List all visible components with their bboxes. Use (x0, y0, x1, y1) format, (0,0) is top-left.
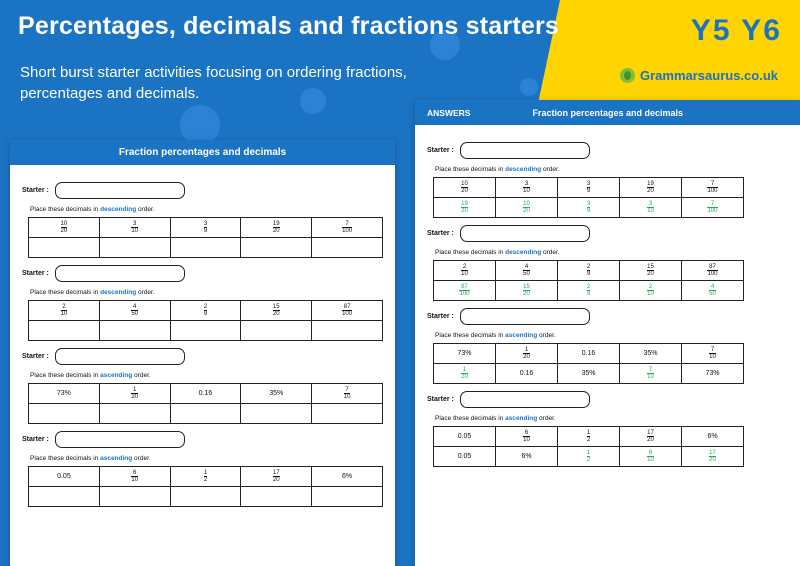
worksheet-title-right: Fraction percentages and decimals (532, 107, 683, 118)
fraction: $\frac{19}{20}$ (647, 180, 654, 194)
fraction: $\frac{87}{100}$ (459, 283, 470, 297)
instruction-emphasis: descending (100, 289, 137, 296)
fraction: $\frac{1}{2}$ (586, 429, 591, 443)
answer-cell (558, 281, 620, 301)
instruction-text: Place these decimals in descending order. (30, 206, 155, 213)
starter-row (427, 308, 788, 325)
table-cell (434, 178, 496, 198)
answer-cell (682, 447, 744, 467)
answer-cell (620, 281, 682, 301)
answer-input-cell[interactable] (312, 321, 383, 341)
starter-row (22, 182, 383, 199)
page-subtitle: Short burst starter activities focusing on ordering fractions, percentages and decimals. (20, 64, 407, 102)
table-cell (312, 384, 383, 404)
answer-input-cell[interactable] (99, 487, 170, 507)
dinosaur-logo-icon (620, 68, 635, 83)
answer-cell (496, 281, 558, 301)
fraction: $\frac{10}{20}$ (60, 220, 68, 234)
table-cell (99, 384, 170, 404)
starter-input[interactable] (460, 142, 590, 159)
instruction-emphasis: ascending (100, 455, 133, 462)
table-row (29, 218, 383, 238)
question-table (28, 466, 383, 507)
starter-input[interactable] (55, 348, 185, 365)
fraction: $\frac{7}{100}$ (342, 220, 353, 234)
table-cell (620, 427, 682, 447)
table-cell (620, 261, 682, 281)
starter-input[interactable] (55, 265, 185, 282)
answer-cell (558, 198, 620, 218)
fraction: $\frac{3}{10}$ (647, 200, 654, 214)
fraction: $\frac{2}{9}$ (586, 263, 591, 277)
page-fade (10, 560, 395, 566)
worksheet-body-left (10, 165, 395, 507)
fraction: $\frac{7}{100}$ (707, 180, 718, 194)
starter-row (22, 431, 383, 448)
worksheet-header-bar-left (10, 140, 395, 165)
instruction-text: Place these decimals in descending order. (435, 166, 560, 173)
starter-label: Starter : (427, 230, 454, 237)
worksheet-page-right (415, 100, 800, 566)
brand-logo (620, 68, 778, 83)
table-cell (558, 178, 620, 198)
question-table (28, 300, 383, 341)
fraction: $\frac{3}{10}$ (523, 180, 530, 194)
instruction-text: Place these decimals in descending order. (435, 249, 560, 256)
table-row (434, 427, 744, 447)
answer-input-cell[interactable] (29, 487, 100, 507)
instruction-emphasis: ascending (505, 415, 538, 422)
table-cell (620, 344, 682, 364)
fraction: $\frac{4}{50}$ (131, 303, 139, 317)
answer-cell (682, 198, 744, 218)
table-cell (99, 301, 170, 321)
table-cell (620, 178, 682, 198)
instruction-emphasis: descending (100, 206, 137, 213)
fraction: $\frac{87}{100}$ (707, 263, 718, 277)
starter-label: Starter : (22, 436, 49, 443)
answer-cell (496, 364, 558, 384)
fraction: $\frac{7}{10}$ (647, 366, 654, 380)
fraction: $\frac{17}{20}$ (647, 429, 654, 443)
answers-label: ANSWERS (427, 107, 471, 118)
answer-input-cell[interactable] (241, 404, 312, 424)
starter-input[interactable] (460, 225, 590, 242)
instruction-emphasis: ascending (100, 372, 133, 379)
value-text: 6% (342, 473, 353, 480)
answer-cell (620, 364, 682, 384)
answer-cell (434, 281, 496, 301)
fraction: $\frac{3}{9}$ (203, 220, 208, 234)
answer-cell (558, 447, 620, 467)
table-cell (312, 218, 383, 238)
fraction: $\frac{7}{10}$ (343, 386, 351, 400)
table-cell (682, 344, 744, 364)
fraction: $\frac{2}{9}$ (586, 283, 591, 297)
starter-input[interactable] (460, 308, 590, 325)
fraction: $\frac{3}{10}$ (131, 220, 139, 234)
fraction: $\frac{15}{20}$ (523, 283, 530, 297)
answer-cell (620, 198, 682, 218)
instruction-emphasis: descending (505, 166, 542, 173)
answer-input-cell[interactable] (170, 404, 241, 424)
value-text: 73% (705, 370, 720, 377)
starter-row (427, 225, 788, 242)
table-cell (496, 427, 558, 447)
starter-row (427, 142, 788, 159)
table-cell (29, 384, 100, 404)
answer-input-cell[interactable] (241, 238, 312, 258)
table-cell (241, 467, 312, 487)
table-row (434, 447, 744, 467)
value-text: 73% (56, 390, 71, 397)
fraction: $\frac{3}{9}$ (586, 180, 591, 194)
instruction-text: Place these decimals in ascending order. (30, 455, 151, 462)
table-row (434, 281, 744, 301)
table-row (29, 384, 383, 404)
table-cell (170, 384, 241, 404)
value-text: 35% (643, 350, 658, 357)
value-text: 73% (457, 350, 472, 357)
table-row (434, 261, 744, 281)
decorative-dot (520, 78, 538, 96)
answer-input-cell[interactable] (29, 404, 100, 424)
fraction: $\frac{10}{20}$ (461, 180, 468, 194)
value-text: 0.05 (457, 433, 472, 440)
worksheet-title-left: Fraction percentages and decimals (118, 147, 287, 158)
table-row (434, 178, 744, 198)
fraction: $\frac{6}{10}$ (131, 469, 139, 483)
answer-cell (434, 364, 496, 384)
starter-input[interactable] (55, 182, 185, 199)
value-text: 35% (269, 390, 284, 397)
value-text: 0.05 (57, 473, 71, 480)
table-cell (496, 344, 558, 364)
value-text: 35% (581, 370, 596, 377)
starter-input[interactable] (55, 431, 185, 448)
table-cell (558, 427, 620, 447)
worksheet-header-bar-right (415, 100, 800, 125)
table-row[interactable] (29, 404, 383, 424)
table-cell (312, 467, 383, 487)
answer-input-cell[interactable] (170, 321, 241, 341)
answer-input-cell[interactable] (241, 487, 312, 507)
table-cell (682, 178, 744, 198)
table-cell (558, 261, 620, 281)
table-cell (496, 178, 558, 198)
table-cell (29, 301, 100, 321)
starter-input[interactable] (460, 391, 590, 408)
fraction: $\frac{4}{50}$ (709, 283, 716, 297)
fraction: $\frac{87}{100}$ (342, 303, 353, 317)
fraction: $\frac{19}{20}$ (461, 200, 468, 214)
table-row (29, 467, 383, 487)
table-row (434, 344, 744, 364)
fraction: $\frac{7}{10}$ (709, 346, 716, 360)
fraction: $\frac{3}{9}$ (586, 200, 591, 214)
instruction-text: Place these decimals in ascending order. (435, 332, 556, 339)
starter-label: Starter : (22, 353, 49, 360)
table-row[interactable] (29, 321, 383, 341)
fraction: $\frac{6}{10}$ (523, 429, 530, 443)
table-row (434, 364, 744, 384)
decorative-dot (180, 105, 220, 145)
value-text: 0.16 (519, 370, 534, 377)
fraction: $\frac{4}{50}$ (523, 263, 530, 277)
fraction: $\frac{1}{2}$ (203, 469, 208, 483)
fraction: $\frac{17}{20}$ (272, 469, 280, 483)
question-table (433, 260, 744, 301)
question-table (28, 383, 383, 424)
page-fade (415, 560, 800, 566)
table-cell (496, 261, 558, 281)
question-table (433, 343, 744, 384)
answer-cell (496, 447, 558, 467)
table-row (434, 198, 744, 218)
fraction: $\frac{2}{9}$ (203, 303, 208, 317)
fraction: $\frac{1}{20}$ (523, 346, 530, 360)
worksheet-body-right (415, 125, 800, 467)
fraction: $\frac{1}{2}$ (586, 449, 591, 463)
value-text: 0.16 (198, 390, 213, 397)
fraction: $\frac{1}{20}$ (461, 366, 468, 380)
table-cell (170, 218, 241, 238)
fraction: $\frac{19}{20}$ (272, 220, 280, 234)
fraction: $\frac{1}{20}$ (131, 386, 139, 400)
answer-cell (558, 364, 620, 384)
table-cell (170, 467, 241, 487)
value-text: 6% (707, 433, 718, 440)
fraction: $\frac{15}{20}$ (647, 263, 654, 277)
answer-input-cell[interactable] (170, 238, 241, 258)
fraction: $\frac{10}{20}$ (523, 200, 530, 214)
starter-row (427, 391, 788, 408)
starter-row (22, 265, 383, 282)
answer-input-cell[interactable] (29, 238, 100, 258)
table-cell (434, 344, 496, 364)
fraction: $\frac{2}{10}$ (60, 303, 68, 317)
answer-input-cell[interactable] (29, 321, 100, 341)
starter-label: Starter : (22, 187, 49, 194)
answer-input-cell[interactable] (99, 321, 170, 341)
table-cell (312, 301, 383, 321)
answer-cell (620, 447, 682, 467)
fraction: $\frac{6}{10}$ (647, 449, 654, 463)
table-cell (29, 218, 100, 238)
table-cell (99, 467, 170, 487)
answer-cell (682, 364, 744, 384)
starter-row (22, 348, 383, 365)
value-text: 6% (521, 453, 532, 460)
fraction: $\frac{17}{20}$ (709, 449, 716, 463)
year-group-badge: Y5 Y6 (690, 14, 782, 47)
fraction: $\frac{2}{10}$ (461, 263, 468, 277)
fraction: $\frac{15}{20}$ (272, 303, 280, 317)
instruction-emphasis: ascending (505, 332, 538, 339)
answer-cell (434, 447, 496, 467)
table-row[interactable] (29, 487, 383, 507)
table-cell (434, 427, 496, 447)
table-cell (434, 261, 496, 281)
answer-input-cell[interactable] (99, 404, 170, 424)
table-cell (682, 427, 744, 447)
answer-cell (682, 281, 744, 301)
instruction-text: Place these decimals in descending order. (30, 289, 155, 296)
instruction-text: Place these decimals in ascending order. (30, 372, 151, 379)
answer-cell (496, 198, 558, 218)
table-cell (99, 218, 170, 238)
table-row (29, 301, 383, 321)
table-cell (241, 301, 312, 321)
table-cell (241, 384, 312, 404)
starter-label: Starter : (427, 313, 454, 320)
answer-cell (434, 198, 496, 218)
question-table (28, 217, 383, 258)
table-cell (29, 467, 100, 487)
starter-label: Starter : (22, 270, 49, 277)
table-cell (241, 218, 312, 238)
table-cell (170, 301, 241, 321)
answer-input-cell[interactable] (312, 404, 383, 424)
worksheet-page-left (10, 140, 395, 566)
value-text: 0.05 (457, 453, 472, 460)
question-table (433, 426, 744, 467)
fraction: $\frac{7}{100}$ (707, 200, 718, 214)
table-cell (558, 344, 620, 364)
answer-input-cell[interactable] (241, 321, 312, 341)
brand-name: Grammarsaurus.co.uk (639, 68, 778, 83)
question-table (433, 177, 744, 218)
table-row[interactable] (29, 238, 383, 258)
answer-input-cell[interactable] (170, 487, 241, 507)
value-text: 0.16 (581, 350, 596, 357)
starter-label: Starter : (427, 147, 454, 154)
answer-input-cell[interactable] (312, 487, 383, 507)
instruction-text: Place these decimals in ascending order. (435, 415, 556, 422)
table-cell (682, 261, 744, 281)
fraction: $\frac{2}{10}$ (647, 283, 654, 297)
answer-input-cell[interactable] (99, 238, 170, 258)
instruction-emphasis: descending (505, 249, 542, 256)
answer-input-cell[interactable] (312, 238, 383, 258)
page-title: Percentages, decimals and fractions starters (18, 12, 559, 40)
starter-label: Starter : (427, 396, 454, 403)
